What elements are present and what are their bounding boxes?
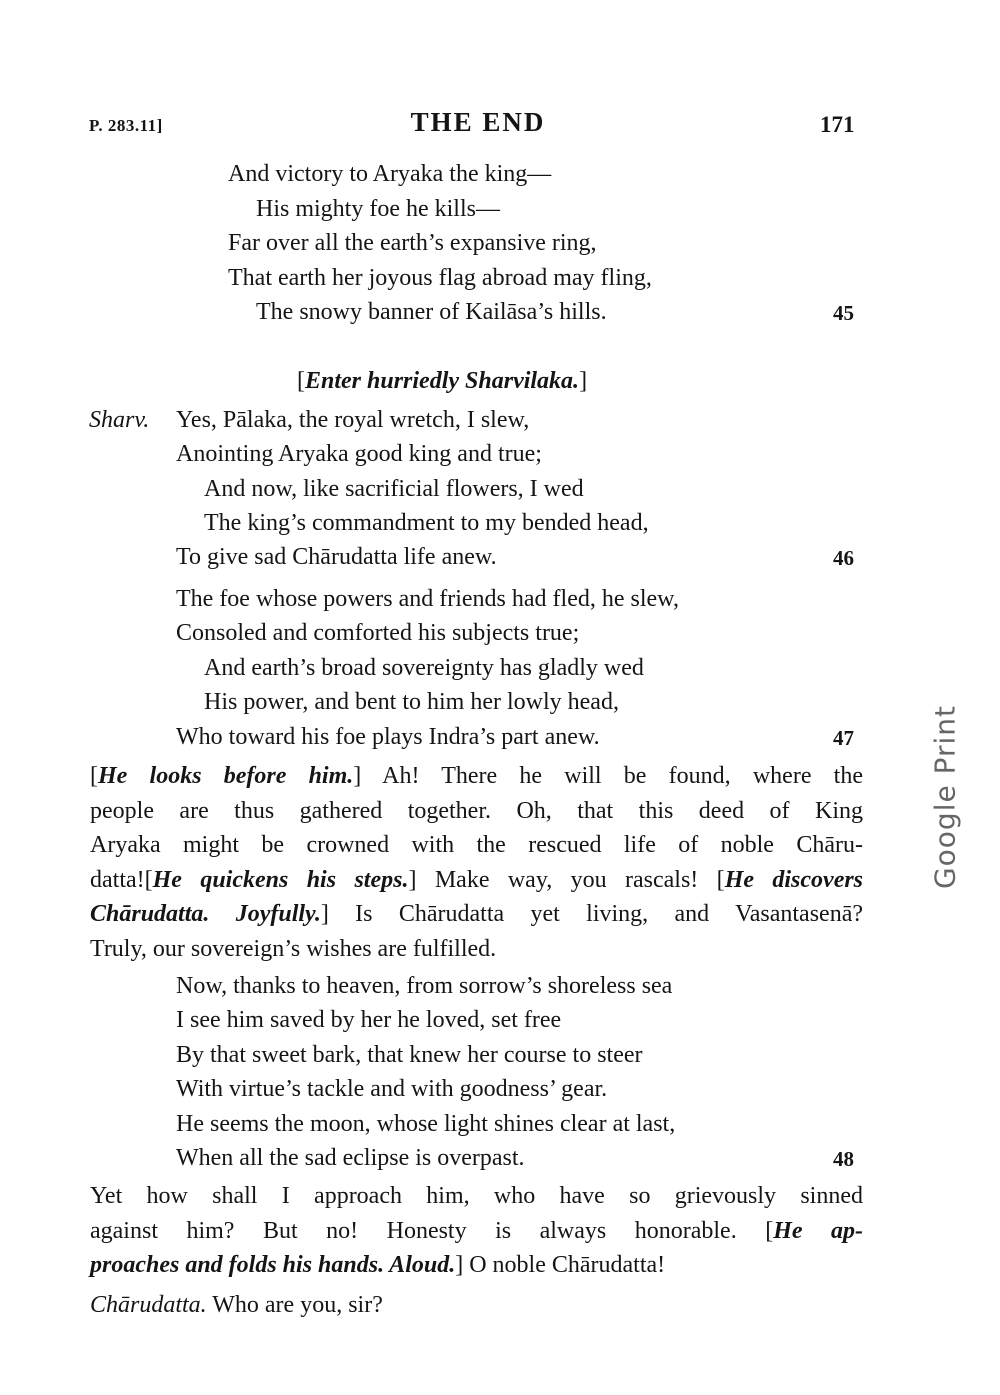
verse-line: And now, like sacrificial flowers, I wed <box>204 476 584 502</box>
speaker-name: Sharv. <box>89 407 150 433</box>
verse-line: The foe whose powers and friends had fled, he slew, <box>176 586 679 612</box>
verse-line: Now, thanks to heaven, from sorrow’s shoreless sea <box>176 973 673 999</box>
verse-line: To give sad Chārudatta life anew. <box>176 544 497 570</box>
verse-line: Consoled and comforted his subjects true; <box>176 620 580 646</box>
prose-line: Chārudatta. Joyfully.] Is Chārudatta yet living, and Vasantasenā? <box>90 901 864 927</box>
dialogue-line: Chārudatta. Who are you, sir? <box>90 1292 383 1318</box>
prose-line: people are thus gathered together. Oh, that this deed of King <box>90 797 863 824</box>
stage-direction <box>297 364 587 398</box>
verse-line: The snowy banner of Kailāsa’s hills. <box>256 299 607 325</box>
prose-line: datta![He quickens his steps.] Make way, you rascals! [He discovers <box>90 866 864 893</box>
verse-number: 46 <box>833 546 854 570</box>
prose-paragraph <box>90 1179 863 1283</box>
prose-line: Aryaka might be crowned with the rescued life of noble Chāru- <box>90 832 863 858</box>
verse-line: And victory to Aryaka the king— <box>228 161 552 187</box>
stage-direction-text: He quickens his steps. <box>152 866 409 893</box>
verse-line: His mighty foe he kills— <box>256 196 500 222</box>
verse-number: 45 <box>833 301 854 325</box>
page-title: THE END <box>410 107 546 137</box>
prose-line: [He looks before him.] Ah! There he will be found, where the <box>90 763 863 789</box>
verse-line: By that sweet bark, that knew her course to steer <box>176 1042 643 1068</box>
verse-line: Yes, Pālaka, the royal wretch, I slew, <box>176 407 530 433</box>
speaker-name: Chārudatta. <box>90 1292 207 1318</box>
verse-line: Anointing Aryaka good king and true; <box>176 441 542 467</box>
verse-line: That earth her joyous flag abroad may fling, <box>228 265 652 291</box>
verse-number: 48 <box>833 1147 854 1171</box>
google-print-watermark: Google Print <box>928 704 962 890</box>
prose-paragraph <box>90 759 863 966</box>
stage-direction-text: Chārudatta. Joyfully. <box>90 901 321 927</box>
verse-line: Far over all the earth’s expansive ring, <box>228 230 597 256</box>
verse-line: Who toward his foe plays Indra’s part anew. <box>176 724 600 750</box>
verse-line: With virtue’s tackle and with goodness’ gear. <box>176 1076 608 1102</box>
verse-line: The king’s commandment to my bended head, <box>204 510 649 536</box>
stage-direction-text: He looks before him. <box>98 763 354 789</box>
stage-direction-text: proaches and folds his hands. Aloud. <box>90 1252 456 1278</box>
verse-line: When all the sad eclipse is overpast. <box>176 1145 525 1171</box>
prose-line: Truly, our sovereign’s wishes are fulfilled. <box>90 935 497 962</box>
page-number: 171 <box>820 112 855 137</box>
header-reference: P. 283.11] <box>89 116 163 135</box>
prose-line: proaches and folds his hands. Aloud.] O noble Chārudatta! <box>90 1252 666 1278</box>
stage-direction-text: Enter hurriedly Sharvilaka. <box>305 368 580 394</box>
bracket: [ <box>297 368 305 394</box>
verse-line: He seems the moon, whose light shines clear at last, <box>176 1111 676 1137</box>
stage-direction-text: He discovers <box>724 866 864 893</box>
stage-direction-text: He ap- <box>773 1217 863 1244</box>
verse-number: 47 <box>833 726 854 750</box>
verse-line: I see him saved by her he loved, set free <box>176 1007 562 1033</box>
bracket: ] <box>579 368 588 394</box>
verse-line: And earth’s broad sovereignty has gladly wed <box>204 655 644 681</box>
prose-line: Yet how shall I approach him, who have so grievously sinned <box>90 1183 863 1209</box>
prose-line: against him? But no! Honesty is always honorable. [He ap- <box>90 1217 863 1244</box>
verse-line: His power, and bent to him her lowly head, <box>204 689 619 715</box>
